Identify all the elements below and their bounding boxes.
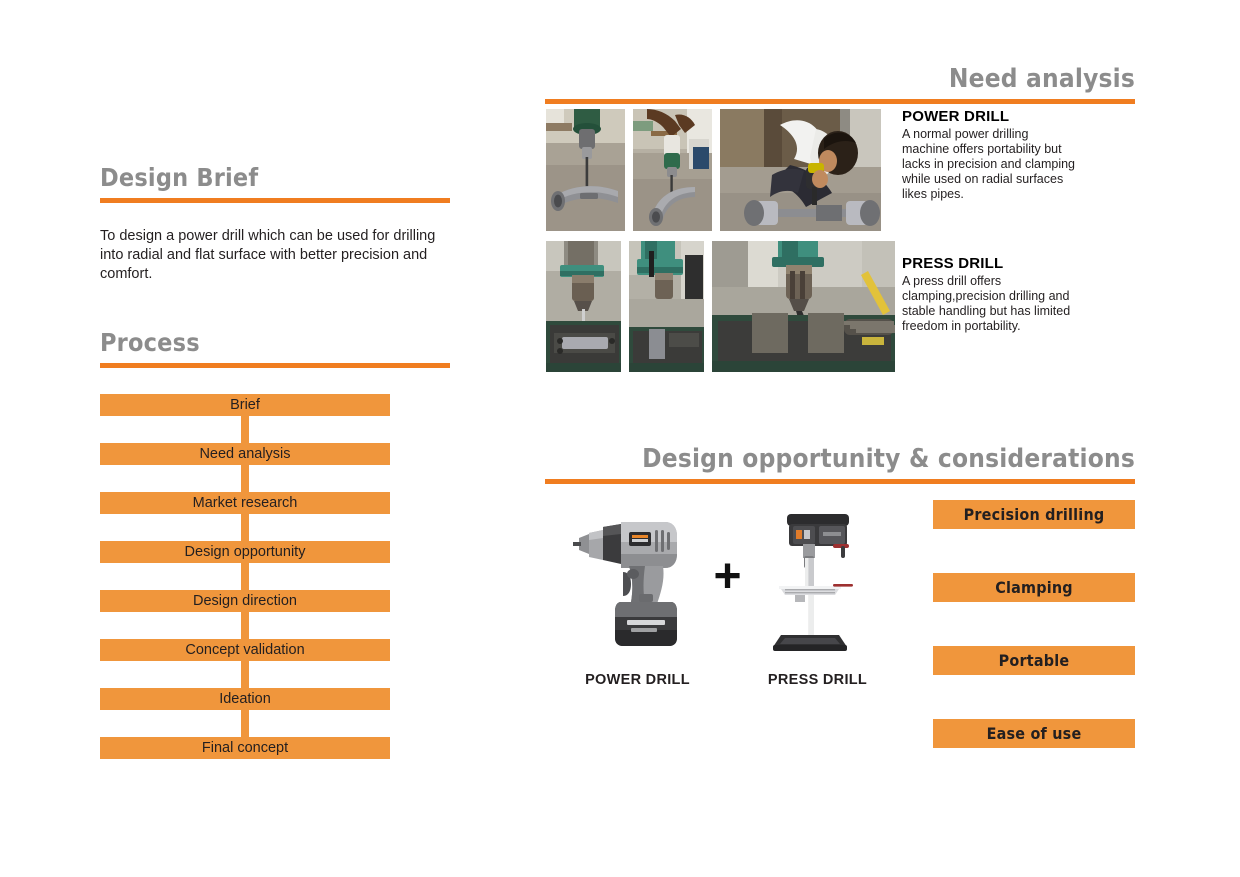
need-analysis-title: Need analysis bbox=[948, 64, 1135, 94]
press-drill-body: A press drill offers clamping,precision drilling and stable handling but has limited freedom in portability. bbox=[902, 274, 1071, 333]
photo-press-drill-bar-stock-art bbox=[546, 241, 622, 373]
press-drill-heading: PRESS DRILL bbox=[902, 255, 1004, 272]
bench-press-drill-art bbox=[763, 508, 873, 658]
photo-press-drill-vise-clamped-part bbox=[711, 240, 896, 373]
photo-handheld-drill-on-pipe bbox=[545, 108, 626, 232]
need-analysis-divider bbox=[545, 99, 1135, 104]
plus-operator-icon: + bbox=[713, 550, 742, 603]
left-column bbox=[100, 0, 450, 877]
design-opportunity-title-row bbox=[545, 446, 1135, 472]
need-analysis-title-row bbox=[545, 66, 1135, 92]
need-analysis-content bbox=[545, 108, 1135, 373]
power-drill-product-label: POWER DRILL bbox=[585, 672, 690, 688]
power-drill-body: A normal power drilling machine offers portability but lacks in precision and clamping while used on radial surfaces likes pipes. bbox=[902, 127, 1076, 201]
consideration-item: Clamping bbox=[933, 573, 1135, 602]
process-step: Final concept bbox=[100, 737, 390, 759]
design-opportunity-divider bbox=[545, 479, 1135, 484]
process-step: Concept validation bbox=[100, 639, 390, 661]
press-drill-product-label: PRESS DRILL bbox=[767, 672, 868, 688]
press-drill-text-block bbox=[902, 255, 1077, 334]
considerations-list bbox=[933, 500, 1135, 748]
photo-press-drill-bar-stock bbox=[545, 240, 622, 373]
design-brief-divider bbox=[100, 198, 450, 203]
cordless-power-drill-illustration bbox=[571, 508, 703, 658]
process-step: Need analysis bbox=[100, 443, 390, 465]
design-opportunity-content bbox=[545, 490, 1135, 770]
photo-man-drilling-axle-assembly bbox=[719, 108, 882, 232]
product-power-drill bbox=[567, 508, 707, 688]
power-drill-heading: POWER DRILL bbox=[902, 108, 1010, 125]
photo-worker-drilling-curved-pipe bbox=[632, 108, 713, 232]
process-flowchart bbox=[100, 394, 390, 759]
process-step: Brief bbox=[100, 394, 390, 416]
photo-press-drill-vise-clamped-part-art bbox=[712, 241, 896, 373]
consideration-item: Precision drilling bbox=[933, 500, 1135, 529]
photo-man-drilling-axle-assembly-art bbox=[720, 109, 882, 232]
process-divider bbox=[100, 363, 450, 368]
design-opportunity-section bbox=[545, 444, 1135, 743]
process-step: Ideation bbox=[100, 688, 390, 710]
product-press-drill bbox=[748, 508, 888, 688]
need-analysis-section bbox=[545, 64, 1135, 333]
design-brief-title: Design Brief bbox=[100, 163, 259, 192]
photo-press-drill-column-closeup bbox=[628, 240, 705, 373]
photo-press-drill-column-closeup-art bbox=[629, 241, 705, 373]
process-step: Market research bbox=[100, 492, 390, 514]
consideration-item: Ease of use bbox=[933, 719, 1135, 748]
design-brief-section bbox=[100, 165, 450, 284]
process-step: Design opportunity bbox=[100, 541, 390, 563]
product-combination-diagram bbox=[555, 498, 900, 698]
photo-worker-drilling-curved-pipe-art bbox=[633, 109, 713, 232]
design-brief-body: To design a power drill which can be used for drilling into radial and flat surface with better precision and comfort. bbox=[100, 228, 436, 282]
consideration-item: Portable bbox=[933, 646, 1135, 675]
process-step: Design direction bbox=[100, 590, 390, 612]
process-title: Process bbox=[100, 328, 200, 357]
cordless-power-drill-art bbox=[571, 508, 703, 658]
design-opportunity-title: Design opportunity & considerations bbox=[642, 444, 1135, 474]
photo-handheld-drill-on-pipe-art bbox=[546, 109, 626, 232]
power-drill-text-block bbox=[902, 108, 1077, 202]
process-section bbox=[100, 330, 450, 759]
bench-press-drill-illustration bbox=[763, 508, 873, 658]
